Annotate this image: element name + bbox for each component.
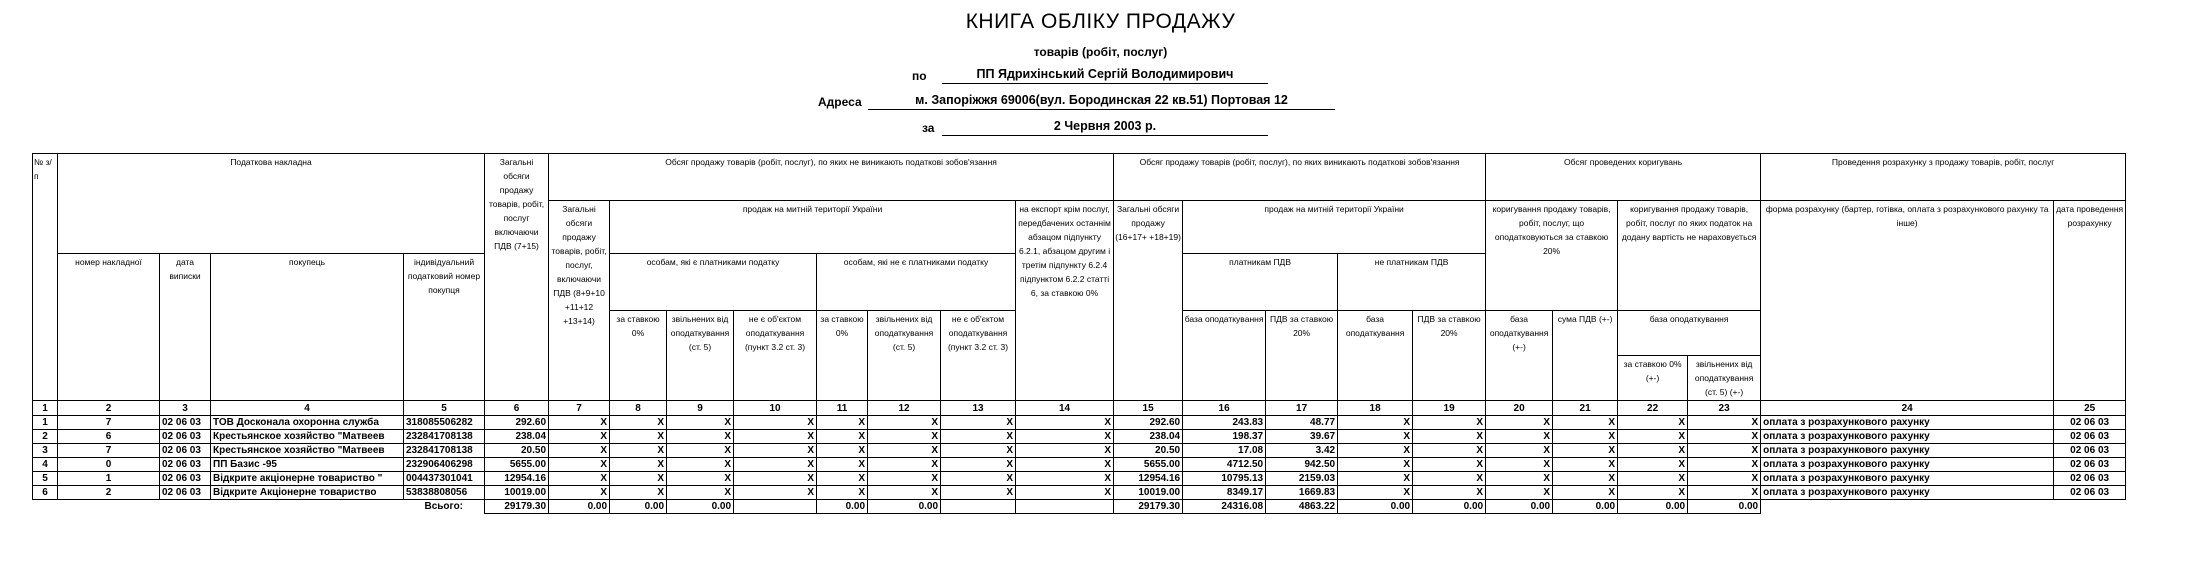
cell-col-4: ТОВ Досконала охоронна служба [211,416,404,430]
sales-ledger-table [32,153,2126,514]
col-header-1: № з/п [33,154,58,401]
book-subtitle: товарів (робіт, послуг) [1033,45,1168,59]
table-row [33,486,2126,500]
column-number: 2 [58,401,160,416]
column-number: 14 [1016,401,1114,416]
cell-col-18: X [1338,444,1413,458]
cell-col-13: X [941,430,1016,444]
cell-col-21: X [1553,472,1618,486]
cell-col-22: X [1618,472,1688,486]
corr-base-group-header: база оподаткування [1618,311,1761,356]
cell-col-25: 02 06 03 [2054,430,2126,444]
total-col-21: 0.00 [1553,500,1618,514]
col-header-2: номер накладної [58,254,160,401]
col-header-5: індивідуальний податковий номер покупця [404,254,485,401]
cell-col-4: Крестьянское хозяйство "Матвеев [211,444,404,458]
cell-col-19: X [1413,430,1486,444]
payers-group-header: особам, які є платниками податку [610,254,817,311]
column-number: 5 [404,401,485,416]
cell-col-9: X [667,472,734,486]
col-header-16: база оподаткування [1183,311,1266,401]
cell-col-6: 12954.16 [485,472,549,486]
cell-col-25: 02 06 03 [2054,416,2126,430]
column-numbers-row [33,401,2126,416]
corr20-group-header: коригування продажу товарів, робіт, послуг, що оподатковуються за ставкою 20% [1486,201,1618,311]
column-number: 25 [2054,401,2126,416]
cell-col-14: X [1016,472,1114,486]
cell-col-5: 232841708138 [404,430,485,444]
total-col-12: 0.00 [868,500,941,514]
domestic-group-b-header: продаж на митній території України [1183,201,1486,254]
cell-col-13: X [941,472,1016,486]
cell-col-17: 2159.03 [1266,472,1338,486]
column-number: 1 [33,401,58,416]
total-col-10 [734,500,817,514]
domestic-group-a-header: продаж на митній території України [610,201,1016,254]
cell-col-22: X [1618,458,1688,472]
column-number: 8 [610,401,667,416]
col-header-7: Загальні обсяги продажу товарів, робіт, послуг, включаючи ПДВ (8+9+10 +11+12 +13+14) [549,201,610,401]
cell-col-8: X [610,430,667,444]
col-header-15: Загальні обсяги продажу (16+17+ +18+19) [1114,201,1183,401]
cell-col-2: 2 [58,486,160,500]
cell-col-16: 17.08 [1183,444,1266,458]
column-number: 19 [1413,401,1486,416]
cell-col-20: X [1486,430,1553,444]
cell-col-21: X [1553,486,1618,500]
period-value: 2 Червня 2003 р. [942,119,1268,136]
cell-col-24: оплата з розрахункового рахунку [1761,486,2054,500]
total-col-9: 0.00 [667,500,734,514]
total-col-6: 29179.30 [485,500,549,514]
by-value: ПП Ядрихінський Сергій Володимирович [942,67,1268,84]
cell-col-11: X [817,416,868,430]
cell-col-19: X [1413,416,1486,430]
cell-col-16: 4712.50 [1183,458,1266,472]
cell-col-9: X [667,430,734,444]
cell-col-8: X [610,444,667,458]
total-col-23: 0.00 [1688,500,1761,514]
cell-col-22: X [1618,430,1688,444]
cell-col-19: X [1413,444,1486,458]
cell-col-19: X [1413,472,1486,486]
cell-col-22: X [1618,444,1688,458]
cell-col-17: 39.67 [1266,430,1338,444]
cell-col-18: X [1338,472,1413,486]
cell-col-20: X [1486,486,1553,500]
total-col-8: 0.00 [610,500,667,514]
cell-col-11: X [817,458,868,472]
corr-novat-group-header: коригування продажу товарів, робіт, послуг по яких податок на додану вартість не нараховується [1618,201,1761,311]
cell-col-19: X [1413,486,1486,500]
cell-col-8: X [610,486,667,500]
column-number: 17 [1266,401,1338,416]
total-col-14 [1016,500,1114,514]
total-col-7: 0.00 [549,500,610,514]
cell-col-16: 8349.17 [1183,486,1266,500]
cell-col-23: X [1688,486,1761,500]
cell-col-6: 20.50 [485,444,549,458]
cell-col-9: X [667,486,734,500]
empty-cell [58,500,160,514]
total-col-20: 0.00 [1486,500,1553,514]
cell-col-3: 02 06 03 [160,486,211,500]
cell-col-3: 02 06 03 [160,444,211,458]
cell-col-1: 3 [33,444,58,458]
cell-col-7: X [549,430,610,444]
table-row [33,458,2126,472]
cell-col-7: X [549,458,610,472]
cell-col-14: X [1016,416,1114,430]
table-row [33,430,2126,444]
total-col-19: 0.00 [1413,500,1486,514]
cell-col-10: X [734,416,817,430]
cell-col-18: X [1338,430,1413,444]
cell-col-1: 6 [33,486,58,500]
cell-col-10: X [734,486,817,500]
cell-col-10: X [734,458,817,472]
cell-col-3: 02 06 03 [160,416,211,430]
by-label: по [912,69,927,83]
cell-col-6: 292.60 [485,416,549,430]
total-col-22: 0.00 [1618,500,1688,514]
cell-col-13: X [941,486,1016,500]
empty-cell [1761,500,2054,514]
cell-col-20: X [1486,416,1553,430]
cell-col-23: X [1688,472,1761,486]
cell-col-25: 02 06 03 [2054,444,2126,458]
cell-col-2: 6 [58,430,160,444]
column-number: 12 [868,401,941,416]
cell-col-10: X [734,430,817,444]
cell-col-1: 2 [33,430,58,444]
cell-col-1: 5 [33,472,58,486]
cell-col-24: оплата з розрахункового рахунку [1761,416,2054,430]
no-tax-group-header: Обсяг продажу товарів (робіт, послуг), по яких не виникають податкові зобов'язання [549,154,1114,201]
cell-col-14: X [1016,444,1114,458]
cell-col-12: X [868,472,941,486]
col-header-3: дата виписки [160,254,211,401]
column-number: 13 [941,401,1016,416]
column-number: 15 [1114,401,1183,416]
cell-col-10: X [734,472,817,486]
total-col-15: 29179.30 [1114,500,1183,514]
cell-col-18: X [1338,416,1413,430]
cell-col-4: Відкрите Акціонерне товариство [211,486,404,500]
cell-col-24: оплата з розрахункового рахунку [1761,458,2054,472]
cell-col-10: X [734,444,817,458]
total-col-11: 0.00 [817,500,868,514]
period-label: за [922,121,935,135]
cell-col-6: 5655.00 [485,458,549,472]
cell-col-7: X [549,472,610,486]
cell-col-4: Відкрите акціонерне товариство " [211,472,404,486]
cell-col-23: X [1688,458,1761,472]
cell-col-24: оплата з розрахункового рахунку [1761,430,2054,444]
cell-col-5: 318085506282 [404,416,485,430]
col-header-21: сума ПДВ (+-) [1553,311,1618,401]
column-number: 24 [1761,401,2054,416]
empty-cell [2054,500,2126,514]
cell-col-16: 10795.13 [1183,472,1266,486]
cell-col-24: оплата з розрахункового рахунку [1761,472,2054,486]
cell-col-1: 4 [33,458,58,472]
cell-col-3: 02 06 03 [160,458,211,472]
column-number: 9 [667,401,734,416]
nonpayers-group-header: особам, які не є платниками податку [817,254,1016,311]
cell-col-9: X [667,416,734,430]
table-row [33,472,2126,486]
settlement-group-header: Проведення розрахунку з продажу товарів, робіт, послуг [1761,154,2126,201]
cell-col-5: 232906406298 [404,458,485,472]
cell-col-15: 238.04 [1114,430,1183,444]
cell-col-2: 7 [58,416,160,430]
address-value: м. Запоріжжя 69006(вул. Бородинская 22 кв.51) Портовая 12 [868,93,1335,110]
cell-col-21: X [1553,416,1618,430]
cell-col-8: X [610,458,667,472]
cell-col-15: 292.60 [1114,416,1183,430]
cell-col-8: X [610,416,667,430]
tax-group-header: Обсяг продажу товарів (робіт, послуг), по яких виникають податкові зобов'язання [1114,154,1486,201]
total-col-13 [941,500,1016,514]
column-number: 11 [817,401,868,416]
cell-col-16: 198.37 [1183,430,1266,444]
cell-col-1: 1 [33,416,58,430]
cell-col-2: 1 [58,472,160,486]
cell-col-3: 02 06 03 [160,472,211,486]
cell-col-15: 12954.16 [1114,472,1183,486]
vat-nonpayers-group-header: не платникам ПДВ [1338,254,1486,311]
cell-col-15: 10019.00 [1114,486,1183,500]
cell-col-14: X [1016,486,1114,500]
cell-col-6: 238.04 [485,430,549,444]
col-header-12: звільнених від оподаткування (ст. 5) [868,311,941,401]
col-header-10: не є об'єктом оподаткування (пункт 3.2 ст. 3) [734,311,817,401]
total-col-18: 0.00 [1338,500,1413,514]
col-header-25: дата проведення розрахунку [2054,201,2126,401]
column-number: 3 [160,401,211,416]
col-header-17: ПДВ за ставкою 20% [1266,311,1338,401]
book-title: КНИГА ОБЛІКУ ПРОДАЖУ [965,10,1236,33]
cell-col-7: X [549,444,610,458]
cell-col-23: X [1688,444,1761,458]
column-number: 6 [485,401,549,416]
cell-col-7: X [549,416,610,430]
cell-col-25: 02 06 03 [2054,486,2126,500]
col-header-11: за ставкою 0% [817,311,868,401]
cell-col-13: X [941,458,1016,472]
cell-col-20: X [1486,472,1553,486]
col-header-20: база оподаткування (+-) [1486,311,1553,401]
invoice-group-header: Податкова накладна [58,154,485,254]
vat-payers-group-header: платникам ПДВ [1183,254,1338,311]
cell-col-6: 10019.00 [485,486,549,500]
cell-col-2: 7 [58,444,160,458]
cell-col-17: 3.42 [1266,444,1338,458]
cell-col-8: X [610,472,667,486]
corrections-group-header: Обсяг проведених коригувань [1486,154,1761,201]
cell-col-15: 5655.00 [1114,458,1183,472]
cell-col-15: 20.50 [1114,444,1183,458]
cell-col-12: X [868,486,941,500]
column-number: 16 [1183,401,1266,416]
cell-col-21: X [1553,430,1618,444]
empty-cell [33,500,58,514]
cell-col-25: 02 06 03 [2054,472,2126,486]
table-row [33,444,2126,458]
cell-col-25: 02 06 03 [2054,458,2126,472]
empty-cell [160,500,211,514]
totals-row [33,500,2126,514]
cell-col-4: ПП Базис -95 [211,458,404,472]
cell-col-12: X [868,444,941,458]
col-header-6: Загальні обсяги продажу товарів, робіт, послуг включаючи ПДВ (7+15) [485,154,549,401]
cell-col-23: X [1688,430,1761,444]
cell-col-16: 243.83 [1183,416,1266,430]
cell-col-11: X [817,486,868,500]
cell-col-11: X [817,472,868,486]
total-col-17: 4863.22 [1266,500,1338,514]
column-number: 20 [1486,401,1553,416]
col-header-8: за ставкою 0% [610,311,667,401]
cell-col-18: X [1338,458,1413,472]
cell-col-13: X [941,444,1016,458]
cell-col-2: 0 [58,458,160,472]
col-header-18: база оподаткування [1338,311,1413,401]
cell-col-11: X [817,430,868,444]
column-number: 4 [211,401,404,416]
cell-col-17: 1669.83 [1266,486,1338,500]
totals-label: Всього: [424,500,464,512]
column-number: 18 [1338,401,1413,416]
cell-col-3: 02 06 03 [160,430,211,444]
cell-col-17: 942.50 [1266,458,1338,472]
cell-col-22: X [1618,416,1688,430]
table-row [33,416,2126,430]
col-header-9: звільнених від оподаткування (ст. 5) [667,311,734,401]
cell-col-24: оплата з розрахункового рахунку [1761,444,2054,458]
col-header-24: форма розрахунку (бартер, готівка, оплата з розрахункового рахунку та інше) [1761,201,2054,401]
column-number: 22 [1618,401,1688,416]
cell-col-12: X [868,430,941,444]
col-header-13: не є об'єктом оподаткування (пункт 3.2 ст. 3) [941,311,1016,401]
cell-col-21: X [1553,444,1618,458]
cell-col-9: X [667,444,734,458]
cell-col-7: X [549,486,610,500]
col-header-22: за ставкою 0% (+-) [1618,356,1688,401]
column-number: 23 [1688,401,1761,416]
cell-col-20: X [1486,444,1553,458]
column-number: 7 [549,401,610,416]
cell-col-20: X [1486,458,1553,472]
empty-cell [211,500,404,514]
cell-col-19: X [1413,458,1486,472]
cell-col-14: X [1016,430,1114,444]
cell-col-5: 232841708138 [404,444,485,458]
col-header-14: на експорт крім послуг, передбачених останнім абзацом підпункту 6.2.1, абзацом другим і третім підпункту 6.2.4 підпунктом 6.2.2 статті 6, за ставкою 0% [1016,201,1114,401]
cell-col-23: X [1688,416,1761,430]
cell-col-5: 004437301041 [404,472,485,486]
cell-col-4: Крестьянское хозяйство "Матвеев [211,430,404,444]
cell-col-13: X [941,416,1016,430]
cell-col-12: X [868,458,941,472]
cell-col-9: X [667,458,734,472]
column-number: 21 [1553,401,1618,416]
column-number: 10 [734,401,817,416]
cell-col-12: X [868,416,941,430]
cell-col-18: X [1338,486,1413,500]
cell-col-5: 53838808056 [404,486,485,500]
col-header-23: звільнених від оподаткування (ст. 5) (+-) [1688,356,1761,401]
cell-col-14: X [1016,458,1114,472]
col-header-4: покупець [211,254,404,401]
address-label: Адреса [818,95,862,109]
cell-col-22: X [1618,486,1688,500]
total-col-16: 24316.08 [1183,500,1266,514]
cell-col-17: 48.77 [1266,416,1338,430]
cell-col-11: X [817,444,868,458]
col-header-19: ПДВ за ставкою 20% [1413,311,1486,401]
cell-col-21: X [1553,458,1618,472]
